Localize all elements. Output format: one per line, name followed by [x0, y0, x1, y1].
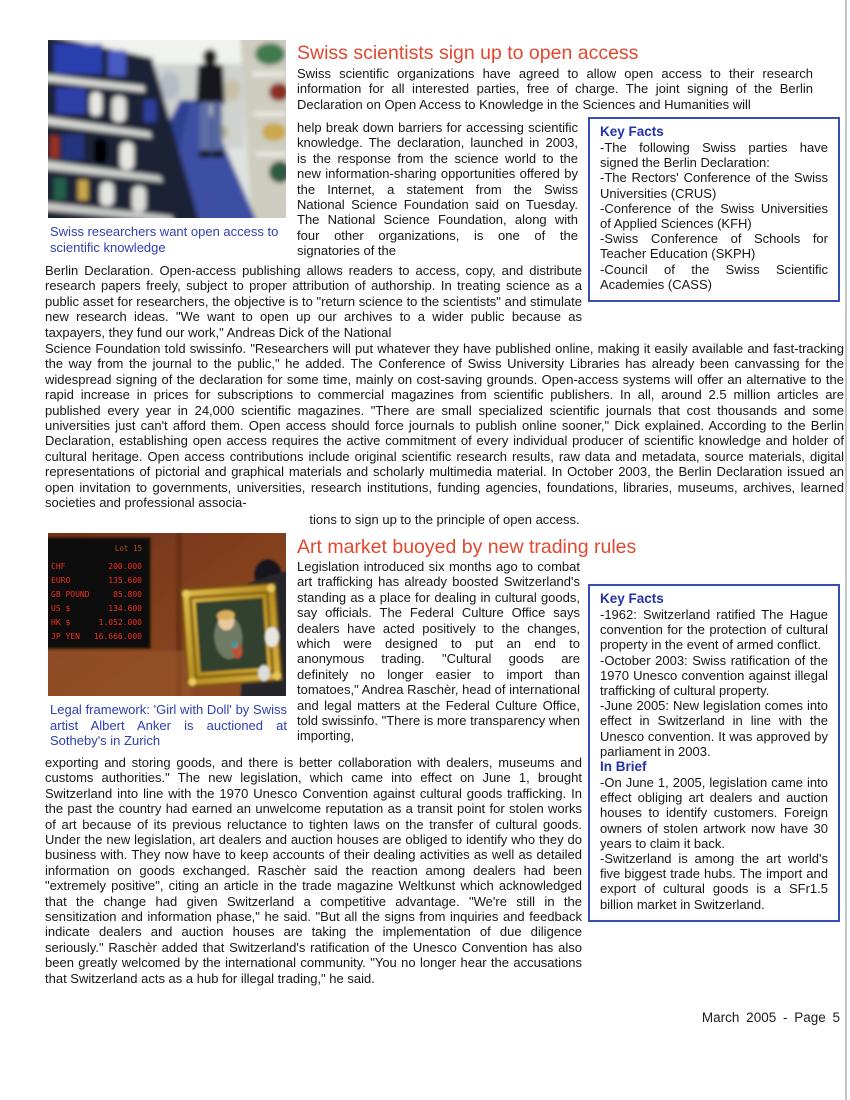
article2-title: Art market buoyed by new trading rules — [297, 536, 637, 558]
article1-mid-text: Berlin Declaration. Open-access publishing allows readers to access, copy, and distribute research papers freely, subject to proper attribution of authorship. In treating science as a public asset for researchers, the objective is to "return science to the scientists" and stimulate new research ideas. "We want to open up our archives to a wider public because as taxpayers, they fund our work," Andreas Dick of the National — [45, 263, 582, 340]
keyfacts2-item: -October 2003: Swiss ratification of the 1970 Unesco convention against illegal trafficking of cultural property. — [600, 652, 828, 699]
led-value: 1.052.000 — [98, 618, 142, 627]
in-brief-heading: In Brief — [600, 759, 647, 775]
led-lot-number: Lot 15 — [114, 544, 142, 553]
keyfacts1-heading: Key Facts — [600, 124, 664, 139]
led-label: GB POUND — [51, 590, 90, 599]
led-label: US $ — [51, 604, 71, 613]
led-label: CHF — [51, 562, 66, 571]
led-label: EURO — [51, 576, 71, 585]
article2-column-text: Legislation introduced six months ago to combat art trafficking has already boosted Switzerland's standing as a place for dealing in cultural goods, say officials. The Federal Culture Office says dealers have acted positively to the changes, which were designed to put an end to anonymous trading. "Cultural goods are definitely no longer easier to import than tomatoes," Andrea Raschèr, head of international and legal matters at the Federal Culture Office, told swissinfo. "There is more transparency when importing, — [297, 559, 580, 744]
keyfacts1-item: -Conference of the Swiss Universities of Applied Sciences (KFH) — [600, 200, 828, 232]
article2-wide-text: exporting and storing goods, and there is better collaboration with dealers, museums and customs authorities." The new legislation, which came into effect on June 1, brought Switzerland into line with the 1970 Unesco Convention against cultural goods trafficking. In the past the country had earned an unwelcome reputation as a transit point for stolen works of art because of its previous reluctance to tighten laws on the transfer of cultural goods. Under the new legislation, art dealers and auction houses are obliged to identify who they do business with. They now have to keep accounts of their dealing activities as well as detailed information on goods exchanged. Raschèr said the reaction among dealers had been "extremely positive", citing an article in the trade magazine Weltkunst which acknowledged that the change had given Switzerland a competitive advantage. "We're still in the sensitization and information phase," he said. "But all the signs from inquiries and feedback indicate dealers and auction houses are taking the implementation of due diligence seriously." Raschèr added that Switzerland's ratification of the Unesco Convention has also been greatly welcomed by the international community. "You no longer hear the accusations that Switzerland acts as a hub for illegal trading," he said. — [45, 755, 582, 986]
led-value: 134.600 — [108, 604, 142, 613]
library-photo-caption: Swiss researchers want open access to scientific knowledge — [50, 224, 279, 255]
keyfacts2-box — [588, 584, 840, 922]
scan-edge-line — [845, 0, 847, 1100]
article1-wide-text: Science Foundation told swissinfo. "Researchers will put whatever they have published online, making it easily available and fast-tracking the way from the journal to the public," he added. The Conference of Swiss University Libraries has already been canvassing for the widespread signing of the declaration for some time, mainly on cost-saving grounds. Open-access systems will offer an alternative to the rapid increase in prices for subscriptions to commercial magazines from scientific publishers. In all, around 2.5 million articles are published every year in 24,000 scientific magazines. "There are small specialized scientific journals that cost thousands and some universities just can't afford them. Open access should force journals to publish online sooner," Dick explained. According to the Berlin Declaration, establishing open access requires the active commitment of every individual producer of scientific knowledge and holder of cultural heritage. Open access contributions include original scientific research results, raw data and metadata, source materials, digital representations of pictorial and graphical materials and scholarly multimedia material. In October 2003, the Berlin Declaration issued an open invitation to governments, universities, research institutions, funding agencies, foundations, libraries, museums, archives, learned societies and professional associa- — [45, 341, 844, 511]
article1-title: Swiss scientists sign up to open access — [297, 42, 639, 64]
led-value: 85.800 — [113, 590, 142, 599]
keyfacts1-item: -The Rectors' Conference of the Swiss Universities (CRUS) — [600, 170, 828, 201]
led-label: HK $ — [51, 618, 71, 627]
keyfacts1-item: -Swiss Conference of Schools for Teacher Education (SKPH) — [600, 231, 828, 262]
library-photo — [48, 40, 286, 218]
led-label: JP YEN — [51, 632, 80, 641]
keyfacts1-item: -The following Swiss parties have signed the Berlin Declaration: — [600, 140, 828, 171]
led-value: 135.600 — [108, 576, 142, 585]
keyfacts1-box — [588, 117, 840, 302]
auction-photo-caption: Legal framework: 'Girl with Doll' by Swiss artist Albert Anker is auctioned at Sotheby's in Zurich — [50, 702, 287, 749]
article1-intro: Swiss scientific organizations have agreed to allow open access to their research information for all interested parties, free of charge. The joint signing of the Berlin Declaration on Open Access to Knowledge in the Sciences and Humanities will — [297, 66, 813, 112]
keyfacts2-heading: Key Facts — [600, 591, 664, 606]
library-photo-art — [48, 40, 286, 218]
keyfacts2-item: -1962: Switzerland ratified The Hague convention for the protection of cultural property in the event of armed conflict. — [600, 607, 828, 653]
auction-photo-art — [48, 533, 286, 696]
page-footer: March 2005 - Page 5 — [701, 1010, 840, 1025]
auction-photo — [48, 533, 286, 696]
in-brief-item: -On June 1, 2005, legislation came into effect obliging art dealers and auction houses to identify customers. Foreign owners of stolen artwork now have 30 years to claim it back. — [600, 775, 828, 851]
led-value: 16.666.000 — [93, 632, 142, 641]
article1-column-text: help break down barriers for accessing scientific knowledge. The declaration, launched in 2003, is the response from the science world to the new information-sharing opportunities offered by the Internet, a statement from the Swiss National Science Foundation said on Tuesday. The National Science Foundation, along with four other organizations, is one of the signatories of the — [297, 120, 578, 259]
led-value: 200.000 — [108, 562, 142, 571]
keyfacts2-item: -June 2005: New legislation comes into effect in Switzerland in line with the Unesco convention. It was approved by parliament in 2003. — [600, 698, 828, 759]
in-brief-item: -Switzerland is among the art world's five biggest trade hubs. The import and export of cultural goods is a SFr1.5 billion market in Switzerland. — [600, 851, 828, 912]
keyfacts1-item: -Council of the Swiss Scientific Academies (CASS) — [600, 261, 828, 292]
article1-closing-line: tions to sign up to the principle of open access. — [309, 512, 580, 527]
